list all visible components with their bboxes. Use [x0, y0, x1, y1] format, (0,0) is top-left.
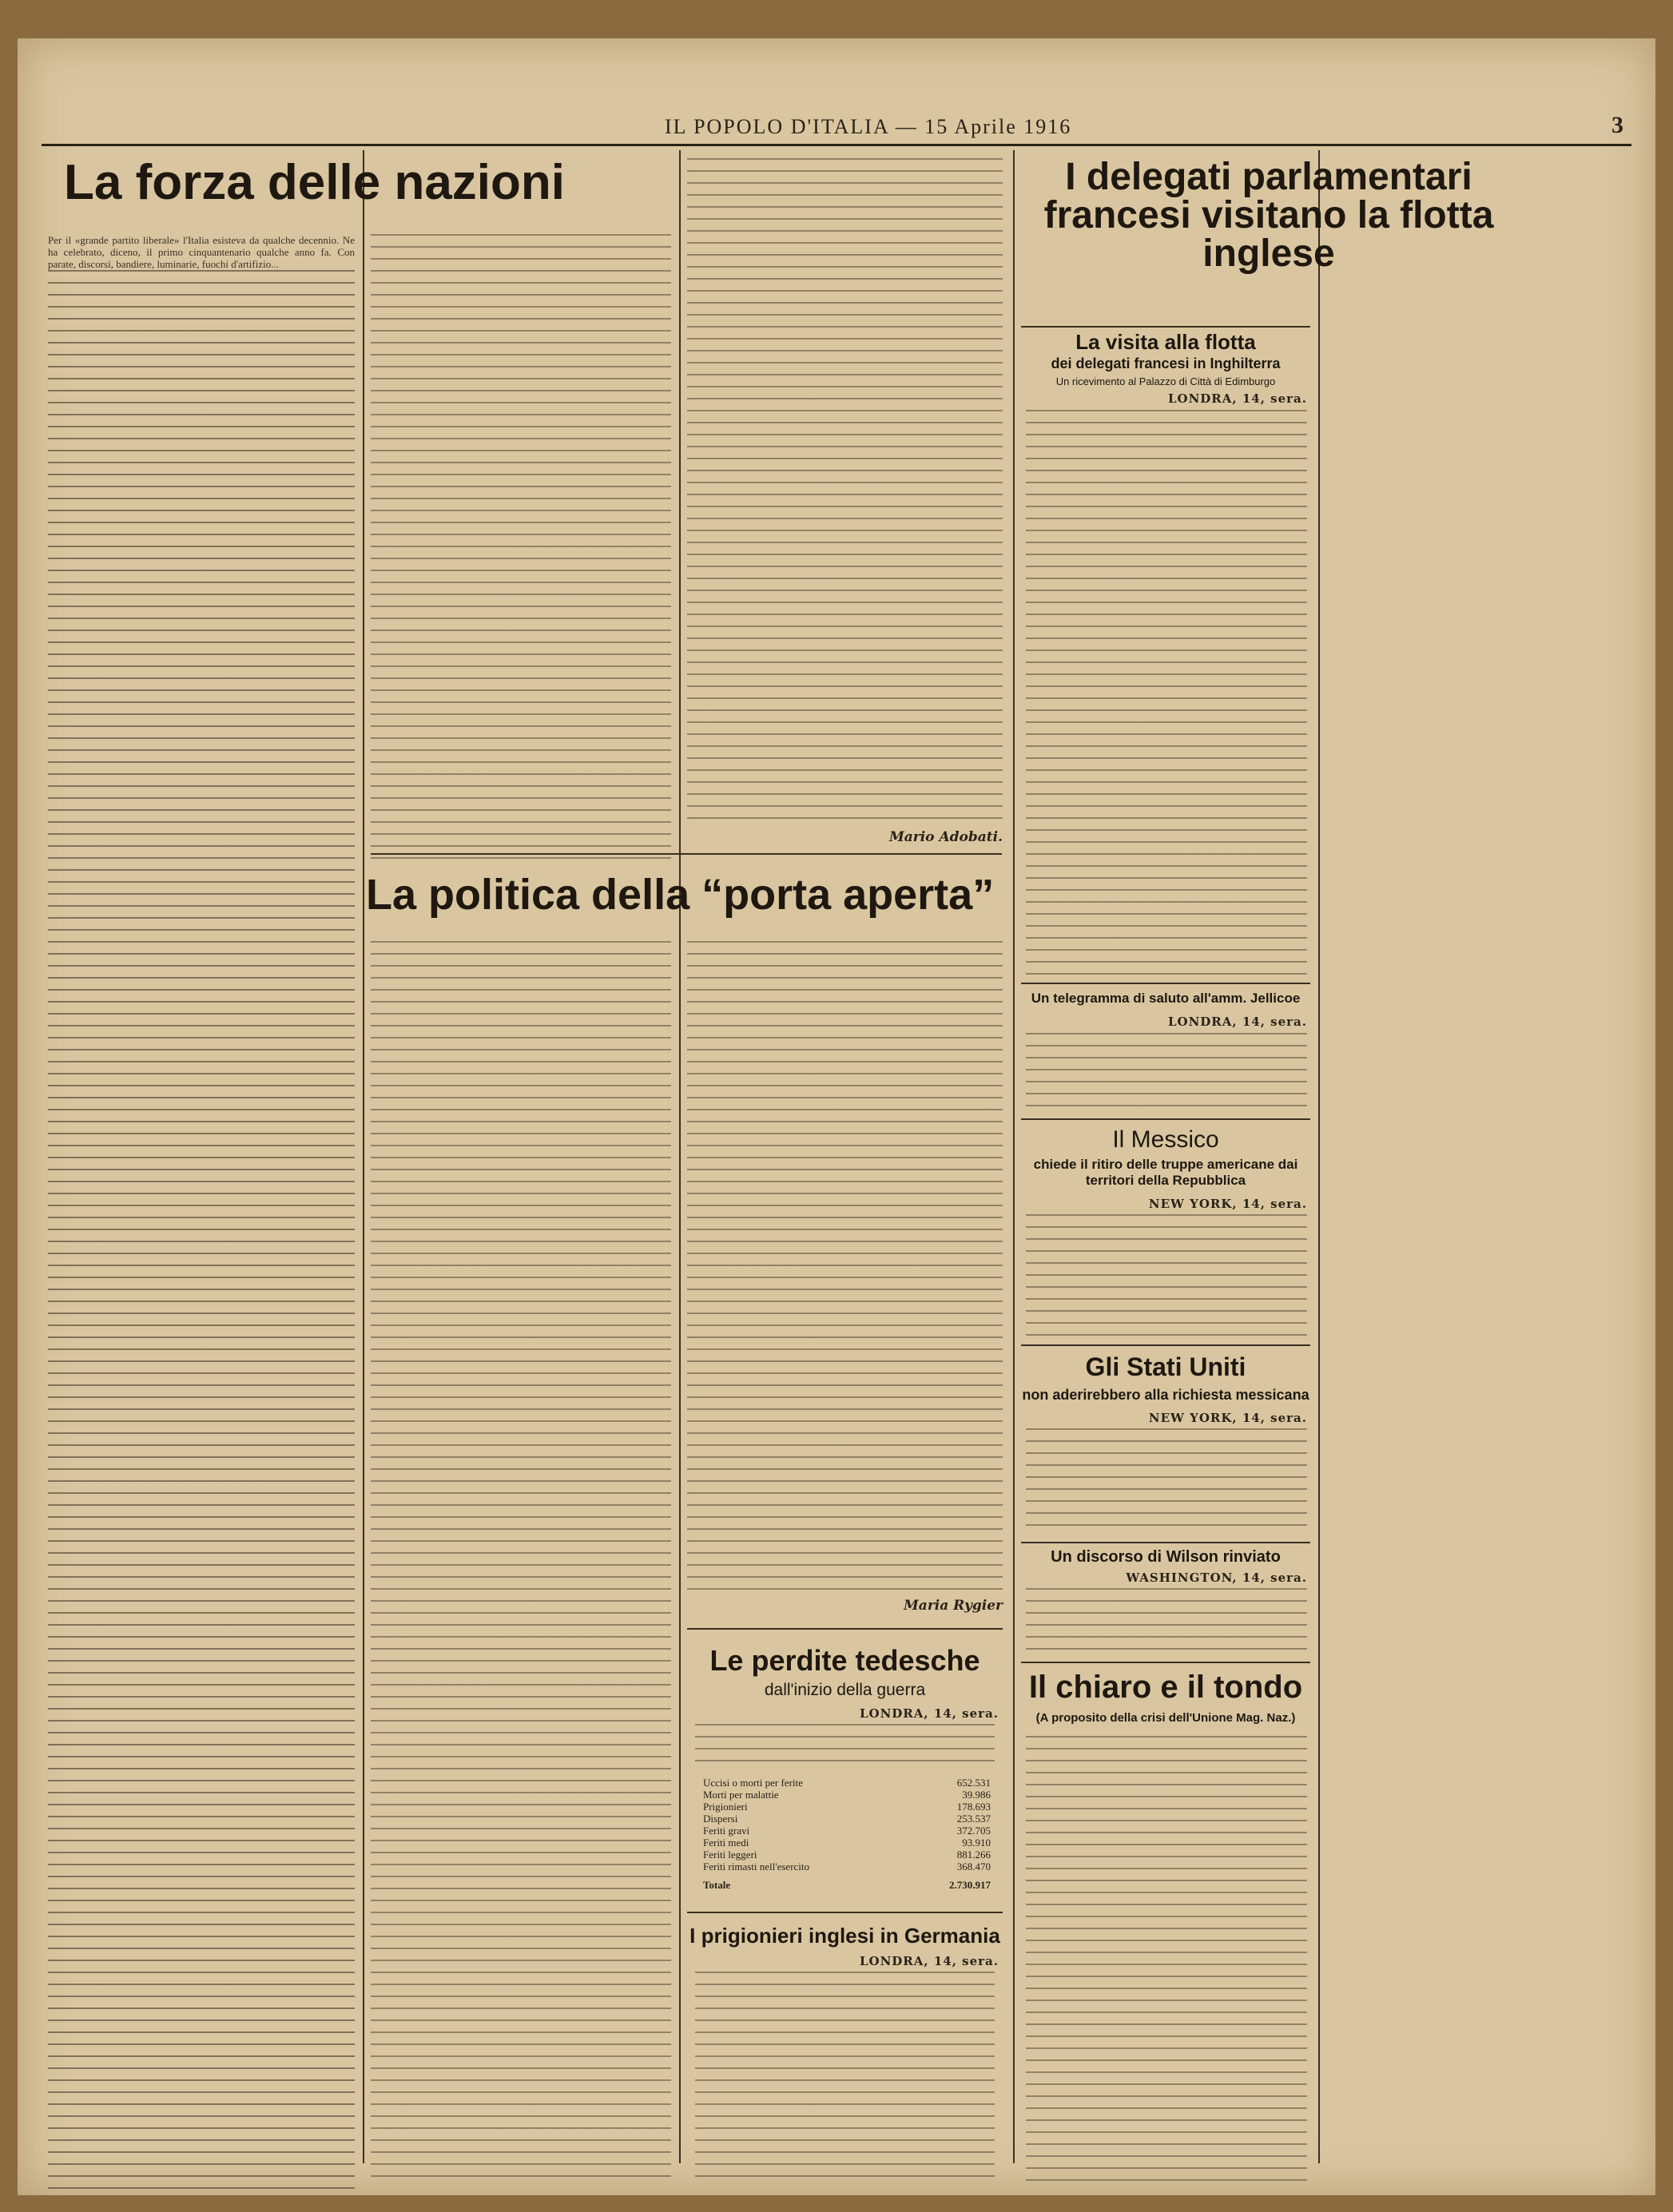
losses-label: Totale	[703, 1879, 731, 1891]
subheadline-stati-uniti: non aderirebbero alla richiesta messicana	[1022, 1387, 1309, 1403]
author-signature: Maria Rygier	[903, 1598, 1003, 1614]
dateline: NEW YORK, 14, sera.	[1148, 1197, 1307, 1211]
headline-telegramma: Un telegramma di saluto all'amm. Jellicoe	[1031, 991, 1301, 1006]
losses-label: Dispersi	[703, 1813, 738, 1825]
dateline: WASHINGTON, 14, sera.	[1126, 1571, 1307, 1585]
right-columns	[18, 38, 1655, 2195]
losses-value: 2.730.917	[949, 1879, 991, 1891]
losses-value: 93.910	[962, 1837, 991, 1849]
losses-value: 39.986	[962, 1789, 991, 1801]
losses-value: 368.470	[956, 1861, 991, 1872]
headline-delegati-francesi: I delegati parlamentari francesi visitano la flotta inglese	[1043, 156, 1494, 275]
subheadline-perdite: dall'inizio della guerra	[764, 1681, 926, 1699]
headline-perdite-tedesche: Le perdite tedesche	[709, 1644, 980, 1677]
headline-porta-aperta: La politica della “porta aperta”	[366, 871, 995, 919]
subheadline-messico: chiede il ritiro delle truppe americane dai territori della Repubblica	[1033, 1157, 1298, 1188]
losses-label: Prigionieri	[703, 1801, 748, 1813]
author-signature: Mario Adobati.	[888, 829, 1003, 845]
losses-label: Morti per malattie	[703, 1789, 779, 1801]
losses-value: 253.537	[956, 1813, 991, 1825]
losses-label: Uccisi o morti per ferite	[703, 1777, 803, 1789]
losses-label: Feriti medi	[703, 1837, 749, 1849]
losses-value: 652.531	[956, 1777, 991, 1789]
subheadline-chiaro-tondo: (A proposito della crisi dell'Unione Mag. Naz.)	[1035, 1711, 1296, 1725]
headline-prigionieri: I prigionieri inglesi in Germania	[689, 1924, 1000, 1948]
headline-visita-flotta: La visita alla flotta	[1075, 330, 1256, 354]
losses-label: Feriti leggeri	[703, 1849, 757, 1861]
dateline: LONDRA, 14, sera.	[1167, 391, 1307, 406]
headline-messico: Il Messico	[1112, 1126, 1219, 1153]
paper-name-date: IL POPOLO D'ITALIA — 15 Aprile 1916	[665, 115, 1072, 138]
headline-wilson-rinviato: Un discorso di Wilson rinviato	[1051, 1548, 1281, 1566]
headline-chiaro-tondo: Il chiaro e il tondo	[1028, 1670, 1303, 1705]
page-number: 3	[1611, 112, 1623, 138]
losses-value: 881.266	[956, 1849, 991, 1861]
losses-value: 372.705	[956, 1825, 991, 1837]
losses-label: Feriti gravi	[703, 1825, 750, 1837]
subheadline-visita-2: Un ricevimento al Palazzo di Città di Edimburgo	[1055, 375, 1276, 387]
losses-label: Feriti rimasti nell'esercito	[703, 1861, 810, 1872]
dateline: LONDRA, 14, sera.	[1167, 1015, 1307, 1029]
headline-forza-nazioni: La forza delle nazioni	[64, 155, 565, 210]
dateline: NEW YORK, 14, sera.	[1148, 1411, 1307, 1425]
subheadline-visita: dei delegati francesi in Inghilterra	[1051, 355, 1281, 371]
headline-stati-uniti: Gli Stati Uniti	[1085, 1352, 1246, 1381]
losses-value: 178.693	[956, 1801, 991, 1813]
dateline: LONDRA, 14, sera.	[859, 1954, 999, 1968]
dateline: LONDRA, 14, sera.	[859, 1706, 999, 1721]
article-lead: Per il «grande partito liberale» l'Italia esisteva da qualche decennio. Ne ha celebrato, diceno, il primo cinquantenario qualche anno fa. Con parate, discorsi, bandiere, luminarie, fuochi d'artifizio...	[48, 234, 355, 270]
